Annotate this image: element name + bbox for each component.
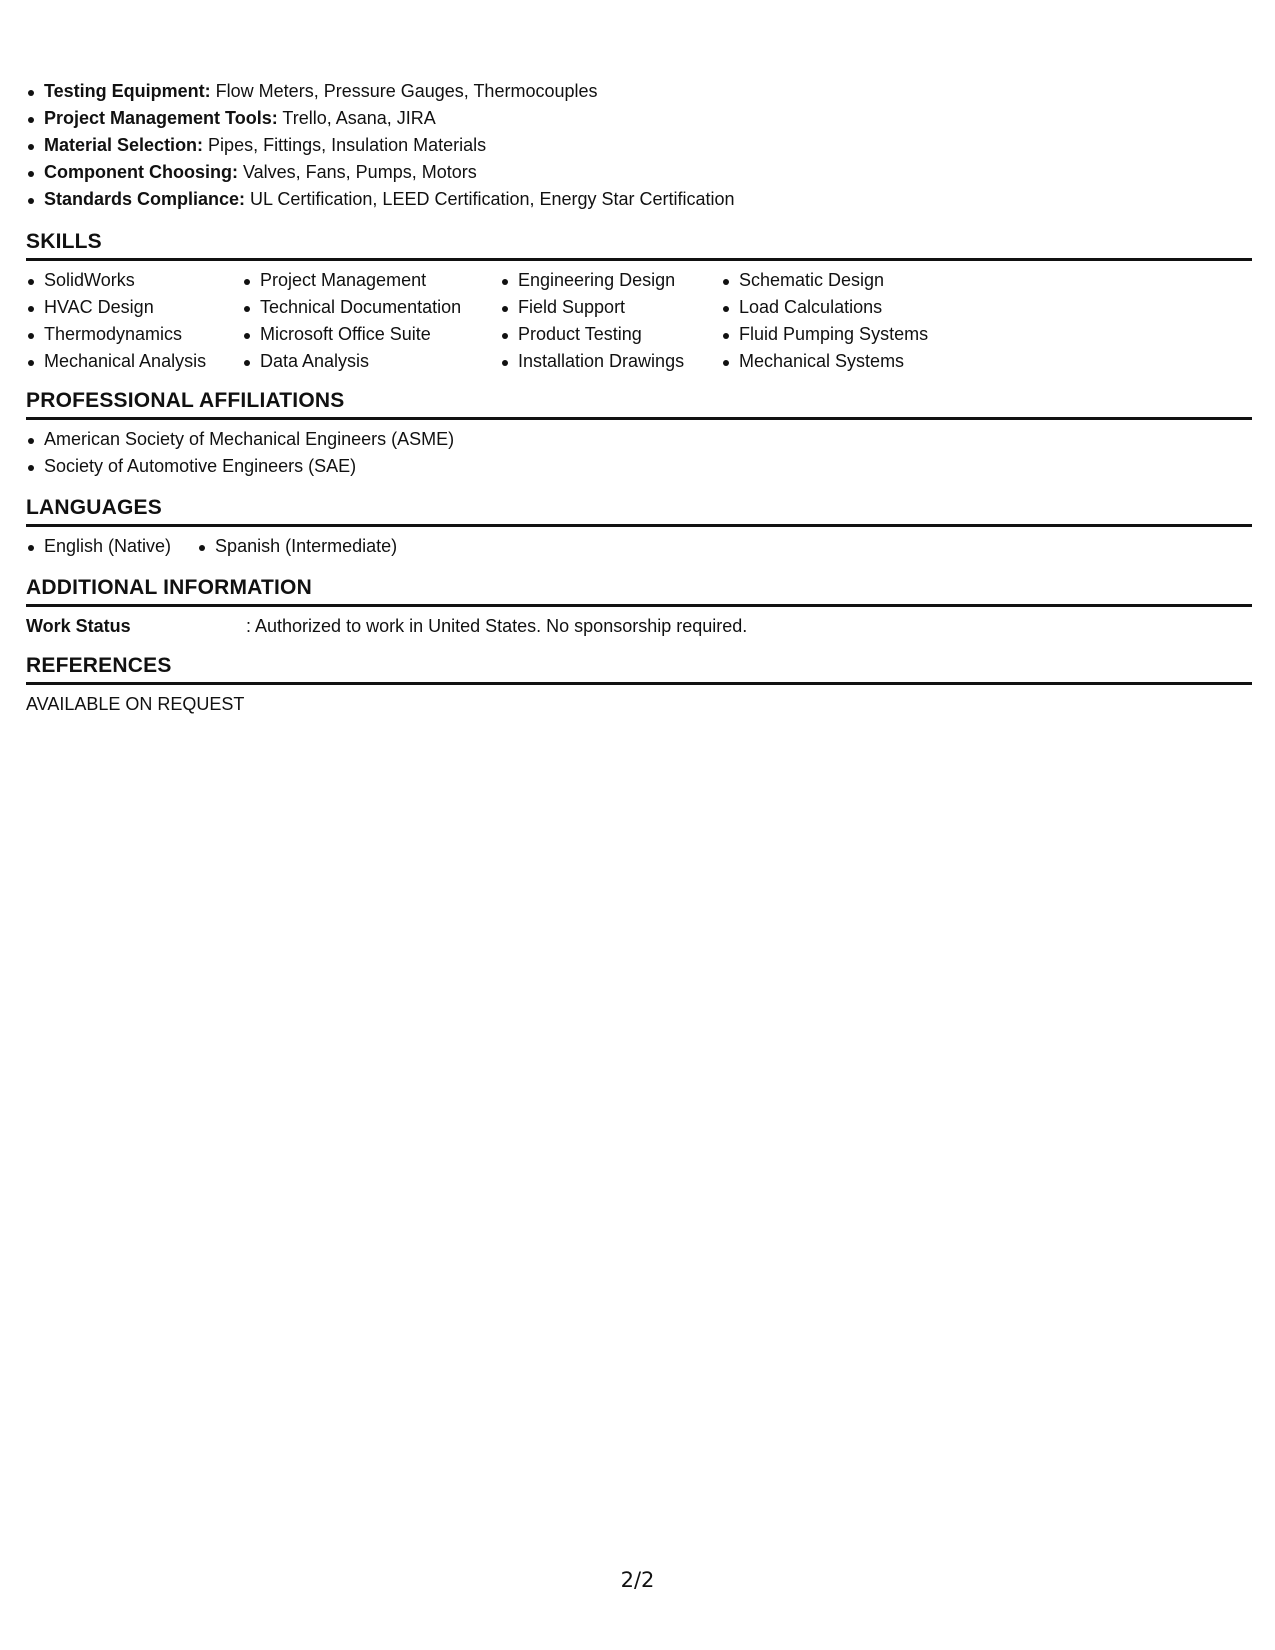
section-divider [26, 604, 1252, 607]
section-title-languages: LANGUAGES [26, 496, 162, 519]
skill-item: Engineering Design [500, 267, 721, 294]
item-label: Material Selection: [44, 135, 204, 155]
languages-list [26, 533, 1252, 560]
skill-item: Field Support [500, 294, 721, 321]
list-item [26, 105, 1252, 132]
language-item: English (Native) [26, 533, 171, 560]
resume-page [26, 78, 1252, 718]
item-value: Valves, Fans, Pumps, Motors [237, 162, 477, 182]
skill-item: Product Testing [500, 321, 721, 348]
item-value: Pipes, Fittings, Insulation Materials [203, 135, 487, 155]
skill-item: Fluid Pumping Systems [721, 321, 981, 348]
skills-section [26, 228, 1252, 375]
skill-item: Project Management [242, 267, 500, 294]
item-label: Standards Compliance: [44, 189, 246, 209]
skill-item: Technical Documentation [242, 294, 500, 321]
item-label: Testing Equipment: [44, 81, 211, 101]
list-item [26, 186, 1252, 213]
skill-item: Data Analysis [242, 348, 500, 375]
skill-item: Microsoft Office Suite [242, 321, 500, 348]
section-title-additional-info: ADDITIONAL INFORMATION [26, 576, 312, 599]
skills-grid [26, 267, 1252, 375]
section-title-affiliations: PROFESSIONAL AFFILIATIONS [26, 389, 345, 412]
skill-item: HVAC Design [26, 294, 242, 321]
item-value: Flow Meters, Pressure Gauges, Thermocouples [210, 81, 598, 101]
section-title-references: REFERENCES [26, 654, 172, 677]
item-label: Component Choosing: [44, 162, 238, 182]
additional-info-section [26, 574, 1252, 640]
section-divider [26, 524, 1252, 527]
skills-column [242, 267, 500, 375]
section-divider [26, 417, 1252, 420]
skill-item: Installation Drawings [500, 348, 721, 375]
section-title-skills: SKILLS [26, 230, 102, 253]
item-value: UL Certification, LEED Certification, Energy Star Certification [245, 189, 735, 209]
work-status-row [26, 613, 1252, 640]
section-divider [26, 682, 1252, 685]
skill-item: Mechanical Systems [721, 348, 981, 375]
affiliations-list [26, 426, 1252, 480]
section-divider [26, 258, 1252, 261]
page-number: 2/2 [620, 1568, 655, 1592]
skills-column [500, 267, 721, 375]
skill-item: Schematic Design [721, 267, 981, 294]
skill-item: Load Calculations [721, 294, 981, 321]
work-status-label: Work Status [26, 616, 131, 636]
technical-list [26, 78, 1252, 213]
skill-item: Thermodynamics [26, 321, 242, 348]
references-text: AVAILABLE ON REQUEST [26, 694, 245, 714]
skill-item: Mechanical Analysis [26, 348, 242, 375]
item-label: Project Management Tools: [44, 108, 278, 128]
item-value: Trello, Asana, JIRA [277, 108, 436, 128]
work-status-value: : Authorized to work in United States. No sponsorship required. [246, 616, 748, 636]
skill-item: SolidWorks [26, 267, 242, 294]
list-item [26, 132, 1252, 159]
affiliation-item: American Society of Mechanical Engineers (ASME) [26, 426, 1252, 453]
list-item [26, 78, 1252, 105]
skills-column [721, 267, 981, 375]
skills-column [26, 267, 242, 375]
references-section [26, 652, 1252, 718]
list-item [26, 159, 1252, 186]
affiliations-section [26, 387, 1252, 480]
language-item: Spanish (Intermediate) [197, 533, 397, 560]
affiliation-item: Society of Automotive Engineers (SAE) [26, 453, 1252, 480]
languages-section [26, 494, 1252, 560]
